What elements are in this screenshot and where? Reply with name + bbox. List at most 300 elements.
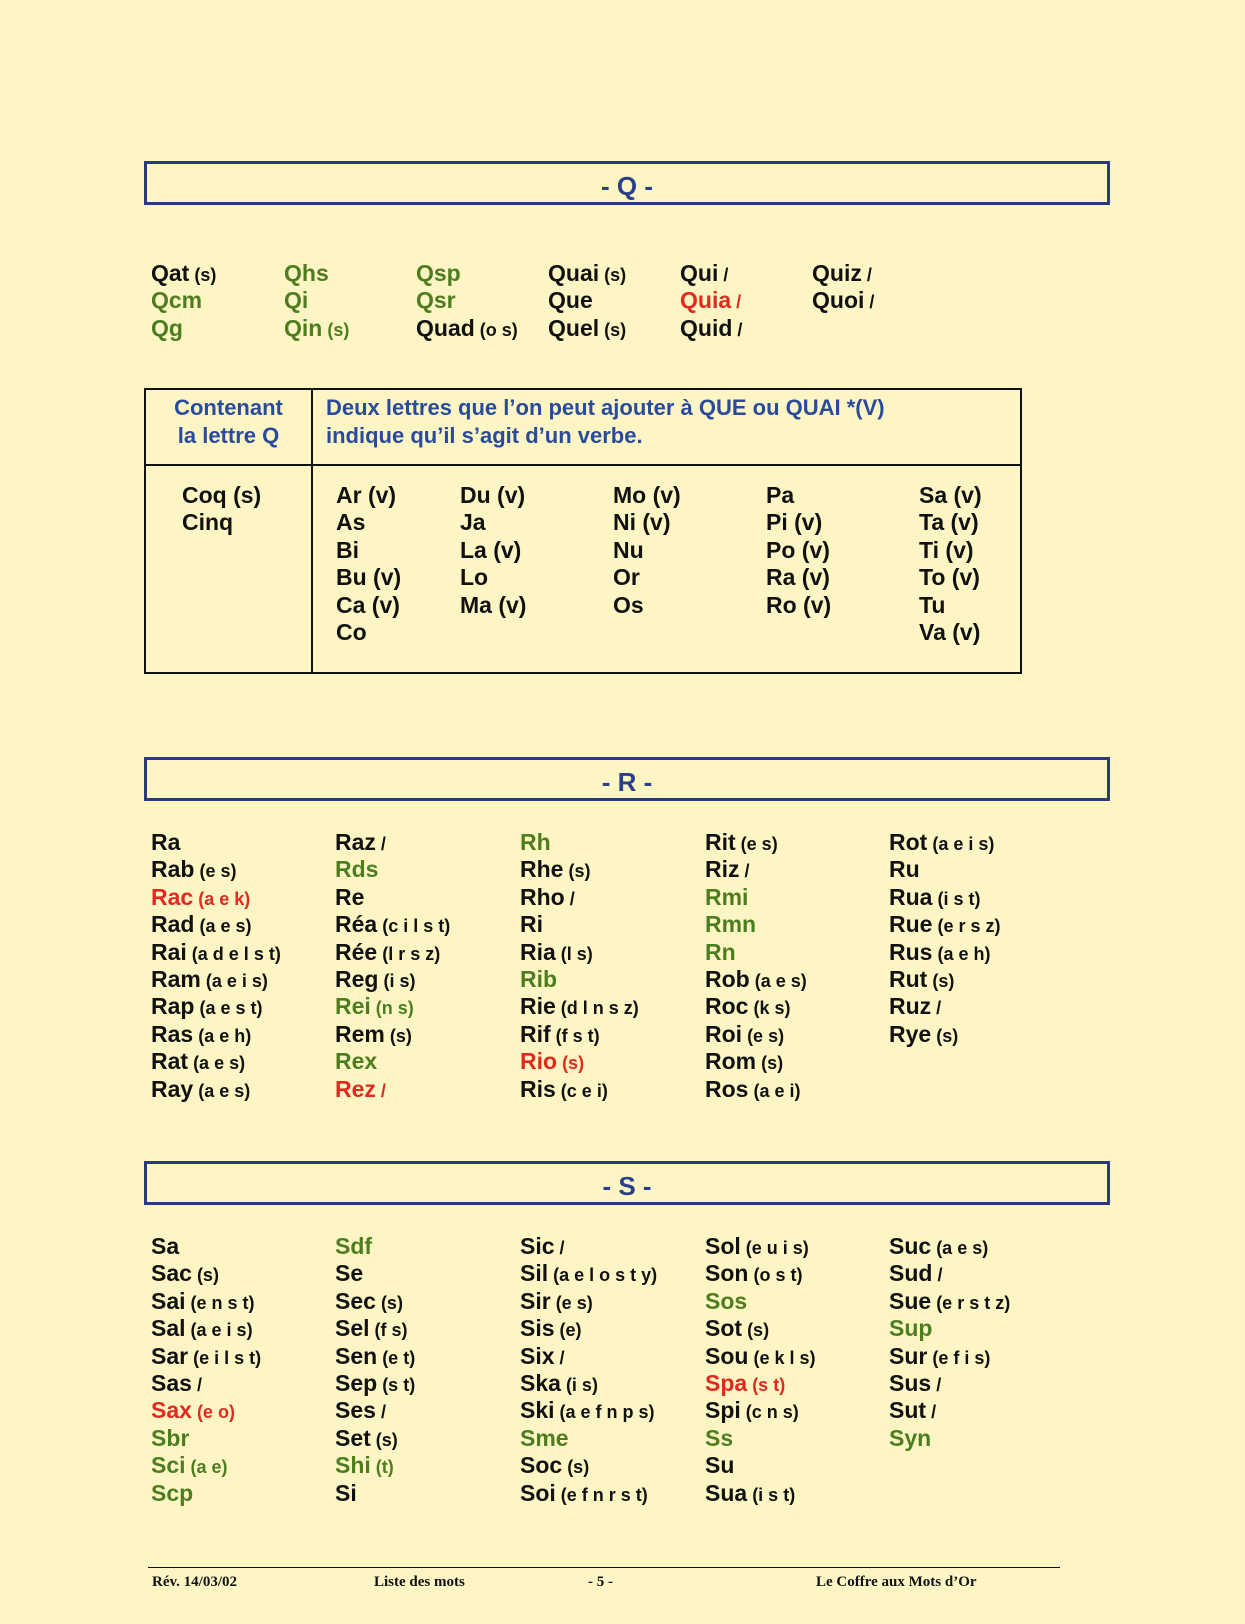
word-entry — [889, 1260, 1010, 1287]
word-entry — [151, 1260, 261, 1287]
word: Quia — [680, 287, 732, 314]
word: Sil — [520, 1260, 549, 1287]
q-table — [144, 388, 1022, 674]
word-extensions: (f s t) — [550, 1025, 600, 1046]
section-header-r — [144, 757, 1110, 801]
word-entry — [889, 1288, 1010, 1315]
word-entry — [705, 1288, 815, 1315]
word: Ss — [705, 1424, 734, 1451]
word-extensions: (s) — [189, 265, 217, 285]
word-extensions: (o s t) — [748, 1265, 803, 1286]
word-extensions: (e n s t) — [185, 1292, 255, 1313]
word-entry — [335, 1343, 415, 1370]
word-extensions: / — [375, 1080, 386, 1101]
contains-word: Cinq — [182, 509, 234, 536]
word-extensions: (a e s t) — [194, 998, 263, 1019]
word-extensions: / — [718, 265, 729, 285]
word-entry — [889, 856, 1000, 883]
word-entry — [705, 1233, 815, 1260]
word-extensions: (s) — [599, 319, 627, 340]
word: Qsp — [416, 260, 461, 286]
word-entry — [520, 1425, 657, 1452]
word: Sud — [889, 1260, 933, 1287]
word: Rmi — [705, 883, 749, 910]
word-entry — [705, 1397, 815, 1424]
word: Qat — [151, 260, 190, 286]
word-entry — [705, 884, 807, 911]
word: Sme — [520, 1424, 569, 1451]
word-extensions: (s) — [563, 861, 591, 882]
word-entry — [151, 1048, 281, 1075]
word-extensions: (s) — [191, 1265, 219, 1286]
word: Ros — [705, 1075, 749, 1102]
word-extensions: (e o) — [191, 1402, 235, 1423]
word: Rib — [520, 965, 558, 992]
word-entry — [151, 1288, 261, 1315]
word: Roi — [705, 1020, 743, 1047]
word-entry — [335, 1076, 450, 1103]
word: Sos — [705, 1287, 748, 1314]
word-entry — [335, 1370, 415, 1397]
word-entry — [335, 993, 450, 1020]
word: Sue — [889, 1287, 932, 1314]
section-title-r: - R - — [601, 767, 653, 797]
pair-word: Ro (v) — [766, 591, 832, 618]
word: Rex — [335, 1048, 378, 1075]
word-entry — [335, 829, 450, 856]
word-entry — [705, 993, 807, 1020]
word: Sel — [335, 1315, 370, 1342]
word-extensions: (i s) — [560, 1374, 598, 1395]
word: Rhe — [520, 856, 564, 883]
word-extensions: (c e i) — [555, 1080, 608, 1101]
word-extensions: (i s t) — [747, 1484, 796, 1505]
word: Rat — [151, 1048, 189, 1075]
word-extensions: (a d e l s t) — [186, 943, 281, 964]
word: Qg — [151, 314, 183, 341]
word-entry — [335, 911, 450, 938]
section-title-s: - S - — [602, 1171, 652, 1201]
word: Ras — [151, 1020, 194, 1047]
word: Reg — [335, 965, 379, 992]
pair-word: Va (v) — [919, 618, 981, 645]
q-pairs-column — [919, 482, 982, 646]
word-entry — [680, 260, 742, 287]
word-extensions: (f s) — [369, 1320, 408, 1341]
word-entry — [520, 1233, 657, 1260]
word: Sut — [889, 1397, 927, 1424]
word-extensions: (a e i s) — [200, 970, 268, 991]
word: Quad — [416, 314, 475, 341]
word: Qui — [680, 260, 719, 286]
q-table-right-header: Deux lettres que l’on peut ajouter à QUE ou QUAI *(V) indique qu’il s’agit d’un verbe. — [326, 395, 885, 448]
word: Su — [705, 1452, 735, 1479]
word-entry — [889, 966, 1000, 993]
word-entry — [548, 287, 626, 314]
word-entry — [151, 966, 281, 993]
word-extensions: (a e s) — [194, 916, 252, 937]
word-entry — [889, 1233, 1010, 1260]
word: Si — [335, 1479, 357, 1506]
word-extensions: (a e) — [185, 1457, 228, 1478]
word-entry — [548, 260, 626, 287]
word: Quiz — [812, 260, 862, 286]
word-extensions: (s) — [557, 1053, 585, 1074]
word-extensions: (s) — [756, 1053, 784, 1074]
pair-word: Pa — [766, 482, 795, 508]
word: Rap — [151, 993, 195, 1020]
word-entry — [335, 1288, 415, 1315]
word-extensions: (e r s t z) — [931, 1292, 1011, 1313]
word-extensions: (a e l o s t y) — [548, 1265, 658, 1286]
s-word-column — [889, 1233, 1010, 1452]
word: Ris — [520, 1075, 556, 1102]
word-extensions: / — [191, 1374, 202, 1395]
word: Rez — [335, 1075, 376, 1102]
word-entry — [335, 1452, 415, 1479]
word-extensions: (c n s) — [740, 1402, 799, 1423]
word: Rie — [520, 993, 556, 1020]
r-word-column — [520, 829, 639, 1103]
word-extensions: / — [739, 861, 750, 882]
word-extensions: (i s t) — [932, 888, 981, 909]
word: Qhs — [284, 260, 329, 286]
q-word-column — [548, 260, 626, 342]
word-extensions: (a e s) — [193, 1080, 251, 1101]
word-extensions: / — [932, 1265, 943, 1286]
word-extensions: (a e i s) — [927, 834, 995, 854]
word-entry — [151, 1315, 261, 1342]
q-word-column — [812, 260, 874, 315]
word-extensions: (s) — [562, 1457, 590, 1478]
word: Rad — [151, 911, 195, 938]
word: Sac — [151, 1260, 192, 1287]
word-extensions: (s) — [322, 319, 350, 340]
word-extensions: / — [375, 834, 386, 854]
word-entry — [416, 260, 518, 287]
r-word-column — [705, 829, 807, 1103]
word: Ra — [151, 829, 181, 855]
q-word-column — [284, 260, 349, 342]
word-extensions: / — [554, 1238, 565, 1258]
word: Rmn — [705, 911, 757, 938]
word-entry — [520, 1370, 657, 1397]
word: Sen — [335, 1342, 378, 1369]
word-entry — [520, 884, 639, 911]
word-extensions: (a e h) — [932, 943, 991, 964]
pair-word: Ra (v) — [766, 564, 830, 591]
word-entry — [520, 1343, 657, 1370]
word-entry — [889, 939, 1000, 966]
word: Rif — [520, 1020, 551, 1047]
word-entry — [520, 911, 639, 938]
word-entry — [705, 1370, 815, 1397]
word-entry — [705, 1021, 807, 1048]
word: Rei — [335, 993, 371, 1020]
word: Rn — [705, 938, 736, 965]
word-entry — [151, 1343, 261, 1370]
word: Riz — [705, 856, 740, 883]
word: Que — [548, 287, 593, 314]
word-entry — [151, 1076, 281, 1103]
word: Spa — [705, 1369, 748, 1396]
word-entry — [151, 993, 281, 1020]
word: Sis — [520, 1315, 555, 1342]
word: Sa — [151, 1233, 180, 1259]
word: Réa — [335, 911, 378, 938]
word-extensions: (e f n r s t) — [555, 1484, 648, 1505]
word-entry — [705, 911, 807, 938]
pair-word: Sa (v) — [919, 482, 982, 508]
section-title-q: - Q - — [601, 171, 653, 201]
word: Sup — [889, 1315, 933, 1342]
word-extensions: (e s) — [194, 861, 237, 882]
word-extensions: (d l n s z) — [555, 998, 639, 1019]
word-extensions: / — [926, 1402, 937, 1423]
footer-revision: Rév. 14/03/02 — [152, 1574, 237, 1588]
r-word-column — [151, 829, 281, 1103]
word: Qin — [284, 314, 323, 341]
word: Qi — [284, 287, 309, 314]
word: Scp — [151, 1479, 194, 1506]
word: Rem — [335, 1020, 385, 1047]
pair-word: Nu — [613, 536, 644, 563]
word-entry — [335, 884, 450, 911]
word: Ska — [520, 1369, 561, 1396]
word: Sur — [889, 1342, 928, 1369]
word-entry — [284, 260, 349, 287]
s-word-column — [151, 1233, 261, 1507]
word: Sua — [705, 1479, 748, 1506]
word: Rus — [889, 938, 933, 965]
word: Re — [335, 883, 365, 910]
footer-title: Le Coffre aux Mots d’Or — [816, 1574, 977, 1588]
pair-word: La (v) — [460, 536, 522, 563]
pair-word: Ar (v) — [336, 482, 397, 508]
word: Rua — [889, 883, 933, 910]
word-entry — [520, 1315, 657, 1342]
word: Roc — [705, 993, 749, 1020]
word-entry — [151, 939, 281, 966]
word-entry — [520, 1048, 639, 1075]
word-extensions: (a e f n p s) — [554, 1402, 655, 1423]
r-word-column — [335, 829, 450, 1103]
q-table-left-header: Contenant la lettre Q — [174, 395, 283, 448]
word-extensions: (e) — [554, 1320, 582, 1341]
word: Rab — [151, 856, 195, 883]
word: Rio — [520, 1048, 558, 1075]
word-extensions: (s) — [370, 1429, 398, 1450]
word: Ram — [151, 965, 201, 992]
section-header-q — [144, 161, 1110, 205]
pair-word: Ca (v) — [336, 591, 400, 618]
table-divider — [146, 464, 1020, 466]
pair-word: Du (v) — [460, 482, 526, 508]
word: Rut — [889, 965, 928, 992]
word-entry — [416, 315, 518, 342]
word: Sol — [705, 1233, 741, 1259]
word-entry — [680, 287, 742, 314]
pair-word: Bu (v) — [336, 564, 402, 591]
word-entry — [520, 1452, 657, 1479]
pair-word: Mo (v) — [613, 482, 681, 508]
r-word-column — [889, 829, 1000, 1048]
word-entry — [335, 1480, 415, 1507]
word: Quai — [548, 260, 600, 286]
word-entry — [151, 287, 216, 314]
word-entry — [705, 1260, 815, 1287]
pair-word: Os — [613, 591, 644, 618]
word: Rue — [889, 911, 933, 938]
word-entry — [151, 1021, 281, 1048]
word-entry — [705, 1076, 807, 1103]
word-entry — [889, 1315, 1010, 1342]
word-entry — [889, 993, 1000, 1020]
word: Sax — [151, 1397, 192, 1424]
word-entry — [151, 884, 281, 911]
word-extensions: / — [931, 1374, 942, 1395]
word: Sdf — [335, 1233, 373, 1259]
word: Sot — [705, 1315, 743, 1342]
word: Ri — [520, 911, 543, 938]
word-entry — [151, 260, 216, 287]
word-extensions: (l r s z) — [377, 943, 441, 964]
word: Rot — [889, 829, 928, 855]
word: Soi — [520, 1479, 556, 1506]
word: Ruz — [889, 993, 932, 1020]
word: Suc — [889, 1233, 932, 1259]
word-extensions: (a e h) — [193, 1025, 252, 1046]
pair-word: Ma (v) — [460, 591, 527, 618]
word-entry — [416, 287, 518, 314]
word-extensions: (i s) — [378, 970, 416, 991]
word: Syn — [889, 1424, 932, 1451]
word-entry — [520, 1260, 657, 1287]
footer-page-number: - 5 - — [588, 1574, 613, 1588]
pair-word: Ti (v) — [919, 536, 974, 563]
word-extensions: / — [864, 292, 875, 313]
word-entry — [151, 856, 281, 883]
word-entry — [151, 1452, 261, 1479]
word-entry — [705, 1048, 807, 1075]
word: Quid — [680, 314, 733, 341]
word-extensions: (a e i s) — [185, 1320, 253, 1341]
pair-word: Tu — [919, 591, 946, 618]
word-entry — [151, 1397, 261, 1424]
pair-word: Or — [613, 564, 640, 591]
word-extensions: (k s) — [748, 998, 791, 1019]
word-entry — [889, 1397, 1010, 1424]
word: Sir — [520, 1287, 551, 1314]
word-extensions: (a e k) — [193, 888, 251, 909]
word-entry — [705, 1343, 815, 1370]
word: Raz — [335, 829, 376, 855]
word-extensions: (e u i s) — [740, 1238, 809, 1258]
word-extensions: (n s) — [370, 998, 414, 1019]
pair-word: Bi — [336, 536, 359, 563]
word-entry — [889, 829, 1000, 856]
word-entry — [705, 1452, 815, 1479]
word-extensions: (e i l s t) — [188, 1347, 262, 1368]
word: Ria — [520, 938, 556, 965]
contains-word: Coq (s) — [182, 482, 262, 508]
pair-word: Ni (v) — [613, 509, 671, 536]
word: Sec — [335, 1287, 376, 1314]
word-extensions: (a e s) — [931, 1238, 989, 1258]
word: Sbr — [151, 1424, 190, 1451]
word-entry — [889, 1021, 1000, 1048]
word: Sus — [889, 1369, 932, 1396]
word-entry — [520, 966, 639, 993]
word-extensions: (s) — [927, 970, 955, 991]
word-entry — [889, 911, 1000, 938]
word-entry — [151, 1370, 261, 1397]
word: Se — [335, 1260, 364, 1287]
page-footer — [148, 1567, 1060, 1588]
word: Ses — [335, 1397, 376, 1424]
word-entry — [812, 260, 874, 287]
word-entry — [889, 1425, 1010, 1452]
q-pairs-column — [336, 482, 401, 646]
word-entry — [520, 1288, 657, 1315]
word-extensions: (a e i) — [748, 1080, 801, 1101]
word: Sal — [151, 1315, 186, 1342]
word-entry — [520, 1076, 639, 1103]
pair-word: Po (v) — [766, 536, 830, 563]
word-entry — [705, 1425, 815, 1452]
word: Rds — [335, 856, 379, 883]
word: Rho — [520, 883, 565, 910]
word-extensions: (e t) — [377, 1347, 416, 1368]
word: Six — [520, 1342, 555, 1369]
q-pairs-column — [766, 482, 831, 619]
word: Set — [335, 1424, 371, 1451]
word-entry — [705, 829, 807, 856]
word-entry — [520, 993, 639, 1020]
pair-word: As — [336, 509, 366, 536]
word: Qcm — [151, 287, 203, 314]
pair-word: Pi (v) — [766, 509, 823, 536]
word-extensions: (a e s) — [188, 1053, 246, 1074]
word-entry — [335, 1425, 415, 1452]
word-entry — [889, 1343, 1010, 1370]
word-entry — [520, 1021, 639, 1048]
word: Rit — [705, 829, 736, 855]
word-entry — [151, 1480, 261, 1507]
word-extensions: (c i l s t) — [377, 916, 451, 937]
word-entry — [705, 939, 807, 966]
word: Rée — [335, 938, 378, 965]
word-extensions: (e k l s) — [748, 1347, 816, 1368]
s-word-column — [335, 1233, 415, 1507]
word: Quoi — [812, 287, 865, 314]
word-entry — [812, 287, 874, 314]
s-word-column — [705, 1233, 815, 1507]
word: Rai — [151, 938, 187, 965]
word: Ray — [151, 1075, 194, 1102]
word-extensions: / — [375, 1402, 386, 1423]
word-extensions: (s) — [931, 1025, 959, 1046]
pair-word: Ta (v) — [919, 509, 979, 536]
word-extensions: (s) — [742, 1320, 770, 1341]
word-extensions: (o s) — [474, 319, 518, 340]
word-entry — [520, 829, 639, 856]
word-entry — [335, 939, 450, 966]
word: Sci — [151, 1452, 186, 1479]
word: Spi — [705, 1397, 741, 1424]
word: Ru — [889, 856, 920, 883]
q-pairs-column — [613, 482, 681, 619]
